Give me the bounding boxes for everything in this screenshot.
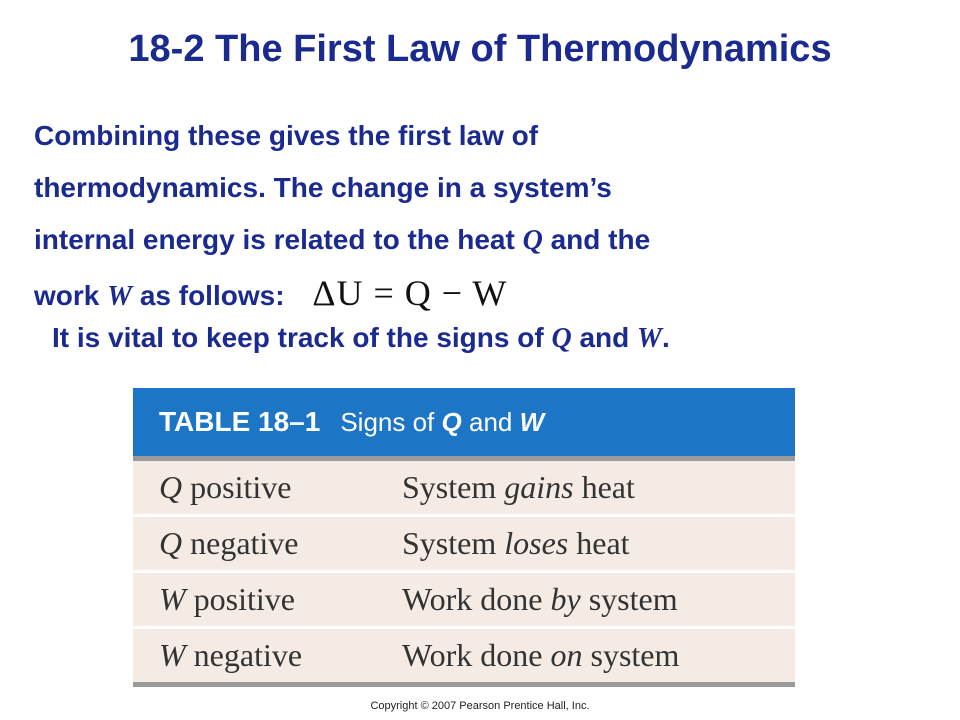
- variable-q: Q: [551, 323, 572, 354]
- body-line: [34, 267, 914, 323]
- table-header: [133, 388, 795, 461]
- body-text-segment: and the: [550, 224, 651, 255]
- note-text: It is vital to keep track of the signs of: [52, 322, 544, 353]
- row-sign: positive: [193, 581, 295, 617]
- body-line: thermodynamics. The change in a system’s: [34, 172, 612, 203]
- sign-note: [52, 322, 932, 355]
- caption-text: Signs of: [340, 406, 435, 437]
- meaning-text: Work done: [402, 581, 543, 617]
- first-law-equation: ΔU = Q − W: [312, 273, 508, 313]
- caption-var-q: Q: [441, 406, 462, 437]
- meaning-text: System: [402, 469, 497, 505]
- meaning-text: system: [588, 581, 678, 617]
- meaning-cell: [402, 581, 795, 618]
- row-variable: Q: [159, 525, 183, 561]
- table-caption: [340, 407, 544, 438]
- signs-table: [133, 388, 795, 687]
- body-line: Combining these gives the first law of: [34, 120, 539, 151]
- sign-condition-cell: [133, 581, 402, 618]
- meaning-cell: [402, 469, 795, 506]
- meaning-text: Work done: [402, 637, 543, 673]
- meaning-text: system: [590, 637, 680, 673]
- meaning-cell: [402, 525, 795, 562]
- table-row: [133, 629, 795, 682]
- meaning-emphasis: gains: [504, 469, 574, 505]
- table-row: [133, 517, 795, 573]
- table-row: [133, 573, 795, 629]
- variable-q: Q: [522, 225, 543, 256]
- body-line: [34, 214, 914, 267]
- caption-text: and: [468, 406, 513, 437]
- body-paragraph: [34, 110, 914, 323]
- sign-condition-cell: [133, 637, 402, 674]
- meaning-text: heat: [581, 469, 635, 505]
- table-row: [133, 461, 795, 517]
- body-text-segment: as follows:: [139, 280, 285, 311]
- row-sign: negative: [190, 525, 299, 561]
- meaning-emphasis: by: [550, 581, 581, 617]
- meaning-text: System: [402, 525, 497, 561]
- row-variable: Q: [159, 469, 183, 505]
- row-variable: W: [159, 581, 186, 617]
- note-text: and: [579, 322, 630, 353]
- row-sign: negative: [193, 637, 303, 673]
- variable-w: W: [637, 323, 662, 354]
- meaning-emphasis: loses: [504, 525, 569, 561]
- meaning-cell: [402, 637, 795, 674]
- meaning-text: heat: [576, 525, 630, 561]
- slide-title: 18-2 The First Law of Thermodynamics: [128, 28, 832, 70]
- row-sign: positive: [190, 469, 292, 505]
- sign-condition-cell: [133, 525, 402, 562]
- note-text: .: [661, 322, 670, 353]
- meaning-emphasis: on: [550, 637, 583, 673]
- copyright-notice: Copyright © 2007 Pearson Prentice Hall, Inc.: [370, 700, 590, 712]
- row-variable: W: [159, 637, 186, 673]
- body-text-segment: work: [34, 280, 100, 311]
- sign-condition-cell: [133, 469, 402, 506]
- body-text-segment: internal energy is related to the heat: [34, 224, 515, 255]
- table-label: TABLE 18–1: [159, 406, 321, 437]
- variable-w: W: [107, 281, 133, 312]
- caption-var-w: W: [519, 406, 545, 437]
